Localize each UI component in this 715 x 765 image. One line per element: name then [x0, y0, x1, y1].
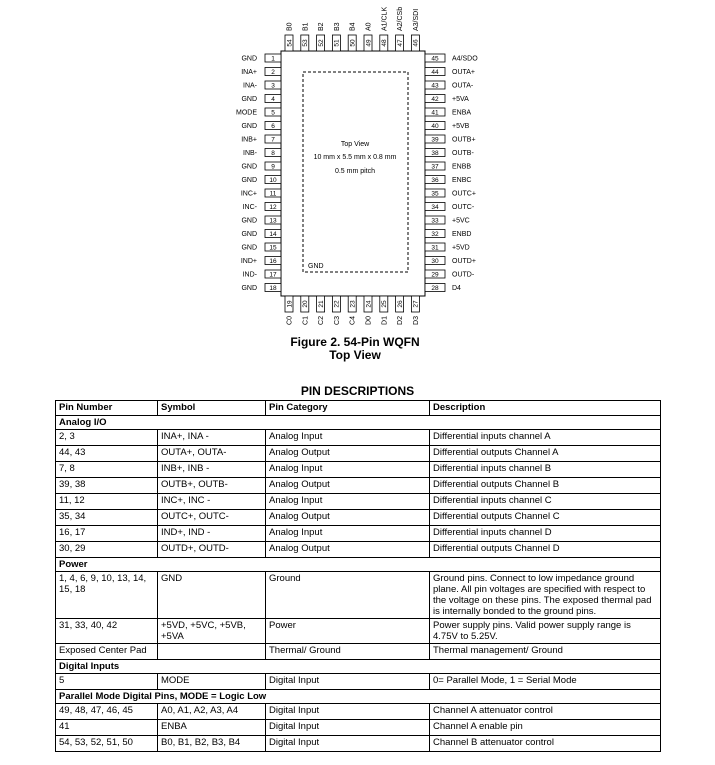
- description-cell: Differential inputs channel C: [430, 494, 661, 510]
- right-pin-label: OUTA+: [452, 69, 476, 76]
- left-pin-label: MODE: [236, 109, 257, 117]
- left-pin-group: [236, 54, 281, 292]
- right-pin-label: OUTC+: [452, 190, 476, 198]
- column-header-symbol: Symbol: [158, 401, 266, 416]
- bottom-pin-group: [285, 296, 420, 325]
- left-pin-label: INC-: [242, 204, 257, 211]
- top-pin-number: 46: [412, 39, 420, 47]
- description-cell: Differential outputs Channel A: [430, 446, 661, 462]
- table-section-row: [56, 416, 661, 430]
- section-heading: Analog I/O: [56, 416, 661, 430]
- symbol-cell: OUTA+, OUTA-: [158, 446, 266, 462]
- description-cell: Differential outputs Channel D: [430, 542, 661, 558]
- pin-number-cell: 35, 34: [56, 510, 158, 526]
- bottom-pin-label: C1: [302, 316, 310, 325]
- bottom-pin-number: 22: [333, 300, 341, 308]
- pin-number-cell: 41: [56, 720, 158, 736]
- left-pin-number: 2: [271, 69, 275, 76]
- left-pin-label: INC+: [240, 190, 257, 198]
- exposed-pad-label: GND: [308, 263, 324, 270]
- top-pin-label: A2/CSb: [397, 6, 405, 31]
- table-row: [56, 674, 661, 690]
- right-pin-label: ENBD: [452, 231, 472, 238]
- left-pin-label: INA+: [241, 69, 257, 76]
- pin-number-cell: 11, 12: [56, 494, 158, 510]
- top-pin-number: 49: [365, 39, 373, 47]
- pin-category-cell: Power: [266, 619, 430, 644]
- right-pin-number: 37: [431, 163, 439, 171]
- left-pin-label: GND: [241, 217, 257, 225]
- description-cell: Channel A enable pin: [430, 720, 661, 736]
- bottom-pin-label: C3: [333, 316, 341, 325]
- left-pin-label: INB-: [243, 150, 257, 157]
- pin-number-cell: 39, 38: [56, 478, 158, 494]
- left-pin-number: 5: [271, 109, 275, 117]
- description-cell: Thermal management/ Ground: [430, 644, 661, 660]
- pin-number-cell: 16, 17: [56, 526, 158, 542]
- right-pin-label: +5VD: [452, 244, 470, 252]
- left-pin-number: 4: [271, 96, 275, 103]
- bottom-pin-number: 21: [317, 300, 325, 308]
- pin-category-cell: Digital Input: [266, 736, 430, 752]
- pin-category-cell: Analog Input: [266, 462, 430, 478]
- pin-descriptions-table: [55, 400, 661, 752]
- description-cell: Ground pins. Connect to low impedance ground plane. All pin voltages are specified with respect to the voltage on these pins. The exposed thermal pad is internally bonded to the ground pins.: [430, 572, 661, 619]
- left-pin-number: 8: [271, 150, 275, 157]
- right-pin-label: A4/SDO: [452, 55, 478, 63]
- top-pin-number: 51: [333, 39, 341, 47]
- left-pin-number: 15: [269, 244, 277, 252]
- left-pin-label: INA-: [243, 82, 257, 90]
- table-row: [56, 478, 661, 494]
- pin-number-cell: 44, 43: [56, 446, 158, 462]
- left-pin-label: GND: [241, 163, 257, 171]
- pin-number-cell: 7, 8: [56, 462, 158, 478]
- right-pin-label: ENBB: [452, 163, 472, 171]
- section-heading: Power: [56, 558, 661, 572]
- symbol-cell: [158, 644, 266, 660]
- bottom-pin-number: 26: [396, 300, 404, 308]
- right-pin-number: 31: [431, 244, 439, 252]
- pin-category-cell: Analog Output: [266, 478, 430, 494]
- left-pin-number: 14: [269, 231, 277, 238]
- bottom-pin-label: D0: [365, 316, 373, 325]
- right-pin-number: 39: [431, 136, 439, 144]
- left-pin-label: GND: [241, 55, 257, 63]
- table-row: [56, 510, 661, 526]
- figure-caption: Figure 2. 54-Pin WQFN: [290, 335, 420, 349]
- left-pin-number: 11: [269, 190, 277, 198]
- bottom-pin-label: C0: [286, 316, 294, 325]
- bottom-pin-label: D2: [397, 316, 405, 325]
- right-pin-number: 28: [431, 285, 439, 292]
- section-heading: Parallel Mode Digital Pins, MODE = Logic Low: [56, 690, 661, 704]
- package-top-view-label: Top View: [340, 141, 370, 148]
- table-row: [56, 526, 661, 542]
- right-pin-label: OUTD+: [452, 258, 476, 265]
- description-cell: Differential outputs Channel C: [430, 510, 661, 526]
- right-pin-number: 40: [431, 123, 439, 130]
- pin-category-cell: Digital Input: [266, 720, 430, 736]
- right-pin-label: OUTA-: [452, 82, 474, 90]
- top-pin-label: A3/SDI: [412, 8, 420, 31]
- pin-number-cell: 54, 53, 52, 51, 50: [56, 736, 158, 752]
- bottom-pin-number: 24: [365, 300, 373, 308]
- table-row: [56, 619, 661, 644]
- pin-category-cell: Analog Input: [266, 526, 430, 542]
- bottom-pin-label: C2: [318, 316, 326, 325]
- left-pin-number: 17: [269, 271, 277, 279]
- package-diagram: [0, 0, 715, 380]
- symbol-cell: IND+, IND -: [158, 526, 266, 542]
- description-cell: Power supply pins. Valid power supply range is 4.75V to 5.25V.: [430, 619, 661, 644]
- table-row: [56, 542, 661, 558]
- left-pin-number: 1: [271, 55, 275, 63]
- right-pin-label: +5VA: [452, 96, 469, 103]
- top-pin-label: B3: [333, 22, 341, 31]
- description-cell: 0= Parallel Mode, 1 = Serial Mode: [430, 674, 661, 690]
- pin-number-cell: 31, 33, 40, 42: [56, 619, 158, 644]
- description-cell: Differential outputs Channel B: [430, 478, 661, 494]
- left-pin-label: GND: [241, 177, 257, 184]
- bottom-pin-number: 23: [349, 300, 357, 308]
- top-pin-number: 54: [286, 39, 294, 47]
- table-row: [56, 644, 661, 660]
- table-row: [56, 736, 661, 752]
- description-cell: Differential inputs channel A: [430, 430, 661, 446]
- table-section-row: [56, 660, 661, 674]
- bottom-pin-number: 27: [412, 300, 420, 308]
- left-pin-number: 16: [269, 258, 277, 265]
- top-pin-number: 50: [349, 39, 357, 47]
- pin-descriptions-title: PIN DESCRIPTIONS: [300, 384, 415, 398]
- pin-category-cell: Analog Input: [266, 430, 430, 446]
- right-pin-group: [425, 54, 478, 292]
- column-header-pin-category: Pin Category: [266, 401, 430, 416]
- left-pin-number: 3: [271, 82, 275, 90]
- right-pin-number: 33: [431, 217, 439, 225]
- top-pin-label: B0: [286, 22, 294, 31]
- right-pin-number: 44: [431, 69, 439, 76]
- right-pin-label: +5VC: [452, 217, 470, 225]
- right-pin-number: 30: [431, 258, 439, 265]
- right-pin-label: +5VB: [452, 123, 470, 130]
- pin-category-cell: Thermal/ Ground: [266, 644, 430, 660]
- left-pin-label: GND: [241, 123, 257, 130]
- left-pin-number: 12: [269, 204, 277, 211]
- right-pin-label: ENBA: [452, 109, 472, 117]
- symbol-cell: INC+, INC -: [158, 494, 266, 510]
- right-pin-number: 29: [431, 271, 439, 279]
- left-pin-label: IND-: [242, 271, 257, 279]
- right-pin-number: 38: [431, 150, 439, 157]
- right-pin-label: OUTB+: [452, 136, 476, 144]
- left-pin-number: 9: [271, 163, 275, 171]
- column-header-pin-number: Pin Number: [56, 401, 158, 416]
- pin-category-cell: Ground: [266, 572, 430, 619]
- left-pin-label: INB+: [241, 136, 257, 144]
- symbol-cell: OUTC+, OUTC-: [158, 510, 266, 526]
- description-cell: Differential inputs channel B: [430, 462, 661, 478]
- top-pin-number: 48: [381, 39, 389, 47]
- right-pin-label: D4: [452, 285, 461, 292]
- table-row: [56, 572, 661, 619]
- bottom-pin-label: D3: [412, 316, 420, 325]
- top-pin-number: 53: [302, 39, 310, 47]
- pin-number-cell: 2, 3: [56, 430, 158, 446]
- symbol-cell: INB+, INB -: [158, 462, 266, 478]
- top-pin-label: A0: [365, 22, 373, 31]
- package-dimensions-label: 10 mm x 5.5 mm x 0.8 mm: [313, 154, 397, 161]
- table-row: [56, 494, 661, 510]
- right-pin-number: 45: [431, 55, 439, 63]
- right-pin-number: 34: [431, 204, 439, 211]
- table-row: [56, 462, 661, 478]
- bottom-pin-number: 20: [302, 300, 310, 308]
- right-pin-number: 41: [431, 109, 439, 117]
- pin-category-cell: Analog Output: [266, 510, 430, 526]
- top-pin-number: 52: [317, 39, 325, 47]
- top-pin-label: B2: [318, 22, 326, 31]
- pin-category-cell: Digital Input: [266, 674, 430, 690]
- top-pin-number: 47: [396, 39, 404, 47]
- right-pin-label: OUTD-: [452, 271, 475, 279]
- symbol-cell: INA+, INA -: [158, 430, 266, 446]
- pin-number-cell: 30, 29: [56, 542, 158, 558]
- description-cell: Differential inputs channel D: [430, 526, 661, 542]
- section-heading: Digital Inputs: [56, 660, 661, 674]
- table-section-row: [56, 558, 661, 572]
- column-header-description: Description: [430, 401, 661, 416]
- table-section-row: [56, 690, 661, 704]
- right-pin-number: 35: [431, 190, 439, 198]
- table-row: [56, 430, 661, 446]
- bottom-pin-label: C4: [349, 316, 357, 325]
- left-pin-label: GND: [241, 96, 257, 103]
- pin-number-cell: Exposed Center Pad: [56, 644, 158, 660]
- right-pin-label: OUTC-: [452, 204, 475, 211]
- symbol-cell: ENBA: [158, 720, 266, 736]
- symbol-cell: +5VD, +5VC, +5VB, +5VA: [158, 619, 266, 644]
- pin-number-cell: 49, 48, 47, 46, 45: [56, 704, 158, 720]
- left-pin-number: 7: [271, 136, 275, 144]
- pin-category-cell: Analog Output: [266, 542, 430, 558]
- symbol-cell: OUTD+, OUTD-: [158, 542, 266, 558]
- top-pin-label: B4: [349, 22, 357, 31]
- left-pin-number: 13: [269, 217, 277, 225]
- left-pin-number: 6: [271, 123, 275, 130]
- description-cell: Channel B attenuator control: [430, 736, 661, 752]
- pin-category-cell: Analog Input: [266, 494, 430, 510]
- left-pin-label: IND+: [240, 258, 257, 265]
- description-cell: Channel A attenuator control: [430, 704, 661, 720]
- pin-category-cell: Analog Output: [266, 446, 430, 462]
- right-pin-label: OUTB-: [452, 150, 474, 157]
- symbol-cell: MODE: [158, 674, 266, 690]
- top-pin-group: [285, 7, 420, 51]
- symbol-cell: B0, B1, B2, B3, B4: [158, 736, 266, 752]
- right-pin-number: 43: [431, 82, 439, 90]
- right-pin-number: 36: [431, 177, 439, 184]
- right-pin-number: 42: [431, 96, 439, 103]
- right-pin-label: ENBC: [452, 177, 472, 184]
- left-pin-label: GND: [241, 285, 257, 292]
- right-pin-number: 32: [431, 231, 439, 238]
- package-pitch-label: 0.5 mm pitch: [334, 168, 376, 175]
- bottom-pin-label: D1: [381, 316, 389, 325]
- table-row: [56, 446, 661, 462]
- bottom-pin-number: 25: [381, 300, 389, 308]
- left-pin-label: GND: [241, 244, 257, 252]
- symbol-cell: OUTB+, OUTB-: [158, 478, 266, 494]
- symbol-cell: GND: [158, 572, 266, 619]
- left-pin-label: GND: [241, 231, 257, 238]
- figure-caption-subtitle: Top View: [329, 348, 381, 362]
- pin-number-cell: 1, 4, 6, 9, 10, 13, 14, 15, 18: [56, 572, 158, 619]
- bottom-pin-number: 19: [286, 300, 294, 308]
- top-pin-label: B1: [302, 22, 310, 31]
- table-row: [56, 704, 661, 720]
- pin-number-cell: 5: [56, 674, 158, 690]
- symbol-cell: A0, A1, A2, A3, A4: [158, 704, 266, 720]
- top-pin-label: A1/CLK: [381, 6, 389, 31]
- left-pin-number: 18: [269, 285, 277, 292]
- left-pin-number: 10: [269, 177, 277, 184]
- pin-category-cell: Digital Input: [266, 704, 430, 720]
- table-row: [56, 720, 661, 736]
